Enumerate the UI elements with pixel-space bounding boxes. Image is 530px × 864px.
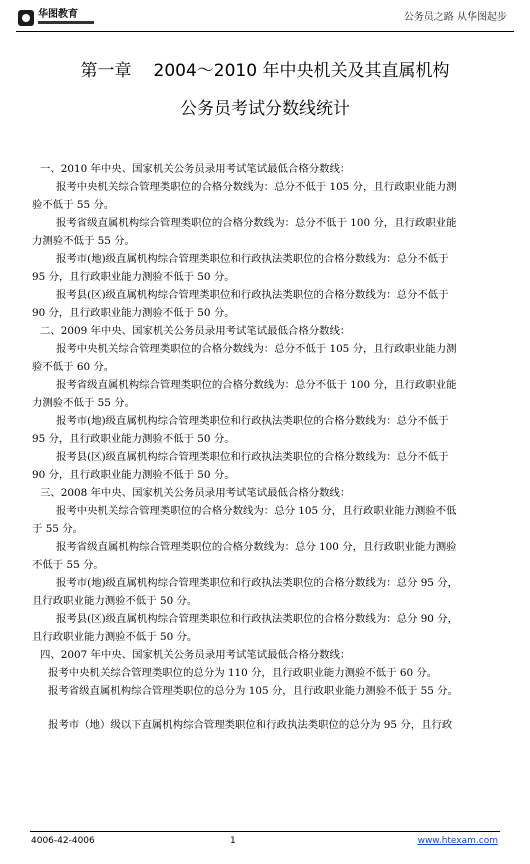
section-heading: 一、2010 年中央、国家机关公务员录用考试笔试最低合格分数线： (40, 163, 351, 175)
paragraph-line: 报考市（地）级以下直属机构综合管理类职位和行政执法类职位的总分为 95 分，且行政 (48, 719, 453, 731)
section-2007 (32, 646, 506, 734)
document-body (32, 160, 506, 734)
paragraph-line: 报考中央机关综合管理类职位的合格分数线为：总分不低于 105 分，且行政职业能力测 (56, 181, 457, 193)
paragraph-line: 报考市(地)级直属机构综合管理类职位和行政执法类职位的合格分数线为：总分不低于 (56, 415, 449, 427)
paragraph-line: 报考中央机关综合管理类职位的合格分数线为：总分不低于 105 分，且行政职业能力测 (56, 343, 457, 355)
section-heading: 二、2009 年中央、国家机关公务员录用考试笔试最低合格分数线： (40, 325, 351, 337)
paragraph-line: 报考县(区)级直属机构综合管理类职位和行政执法类职位的合格分数线为：总分不低于 (56, 451, 449, 463)
paragraph-line: 报考省级直属机构综合管理类职位的合格分数线为：总分 100 分，且行政职业能力测验 (56, 541, 457, 553)
paragraph-line: 95 分，且行政职业能力测验不低于 50 分。 (32, 433, 235, 445)
header-divider (16, 31, 514, 32)
section-heading: 三、2008 年中央、国家机关公务员录用考试笔试最低合格分数线： (40, 487, 351, 499)
huatu-logo (18, 9, 96, 27)
chapter-title-line2: 公务员考试分数线统计 (180, 99, 350, 119)
paragraph-line: 不低于 55 分。 (32, 559, 104, 571)
chapter-label: 第一章 (80, 61, 132, 81)
paragraph-line: 报考省级直属机构综合管理类职位的合格分数线为：总分不低于 100 分，且行政职业能 (56, 379, 457, 391)
paragraph-line: 报考省级直属机构综合管理类职位的总分为 105 分，且行政职业能力测验不低于 55 分。 (48, 685, 458, 697)
paragraph-line: 力测验不低于 55 分。 (32, 235, 135, 247)
footer-phone: 4006-42-4006 (31, 836, 95, 846)
logo-mark-icon (18, 10, 34, 26)
paragraph-line: 报考中央机关综合管理类职位的总分为 110 分，且行政职业能力测验不低于 60 分。 (48, 667, 438, 679)
footer-website-link[interactable]: www.htexam.com (417, 836, 498, 846)
logo-underbar (38, 21, 94, 24)
paragraph-line: 95 分，且行政职业能力测验不低于 50 分。 (32, 271, 235, 283)
paragraph-line: 报考县(区)级直属机构综合管理类职位和行政执法类职位的合格分数线为：总分不低于 (56, 289, 449, 301)
chapter-title-line1 (0, 60, 530, 82)
paragraph-line: 验不低于 55 分。 (32, 199, 115, 211)
header-slogan: 公务员之路 从华图起步 (403, 12, 507, 23)
paragraph-line: 90 分，且行政职业能力测验不低于 50 分。 (32, 307, 235, 319)
section-2008 (32, 484, 506, 646)
paragraph-line: 报考县(区)级直属机构综合管理类职位和行政执法类职位的合格分数线为：总分 90 分， (56, 613, 458, 625)
paragraph-line: 验不低于 60 分。 (32, 361, 115, 373)
paragraph-line: 且行政职业能力测验不低于 50 分。 (32, 631, 198, 643)
page-number: 1 (230, 836, 236, 846)
section-2010 (32, 160, 506, 322)
paragraph-line: 报考省级直属机构综合管理类职位的合格分数线为：总分不低于 100 分，且行政职业能 (56, 217, 457, 229)
paragraph-line: 报考市(地)级直属机构综合管理类职位和行政执法类职位的合格分数线为：总分不低于 (56, 253, 449, 265)
paragraph-line: 报考中央机关综合管理类职位的合格分数线为：总分 105 分，且行政职业能力测验不低 (56, 505, 457, 517)
section-2009 (32, 322, 506, 484)
section-heading: 四、2007 年中央、国家机关公务员录用考试笔试最低合格分数线： (40, 649, 351, 661)
chapter-title-text: 2004～2010 年中央机关及其直属机构 (153, 61, 450, 81)
paragraph-line: 力测验不低于 55 分。 (32, 397, 135, 409)
paragraph-line: 90 分，且行政职业能力测验不低于 50 分。 (32, 469, 235, 481)
page-header (0, 0, 530, 36)
logo-text: 华图教育 (38, 9, 78, 20)
paragraph-line: 报考市(地)级直属机构综合管理类职位和行政执法类职位的合格分数线为：总分 95 分， (56, 577, 458, 589)
paragraph-line: 于 55 分。 (32, 523, 83, 535)
paragraph-line: 且行政职业能力测验不低于 50 分。 (32, 595, 198, 607)
footer-divider (30, 831, 500, 832)
